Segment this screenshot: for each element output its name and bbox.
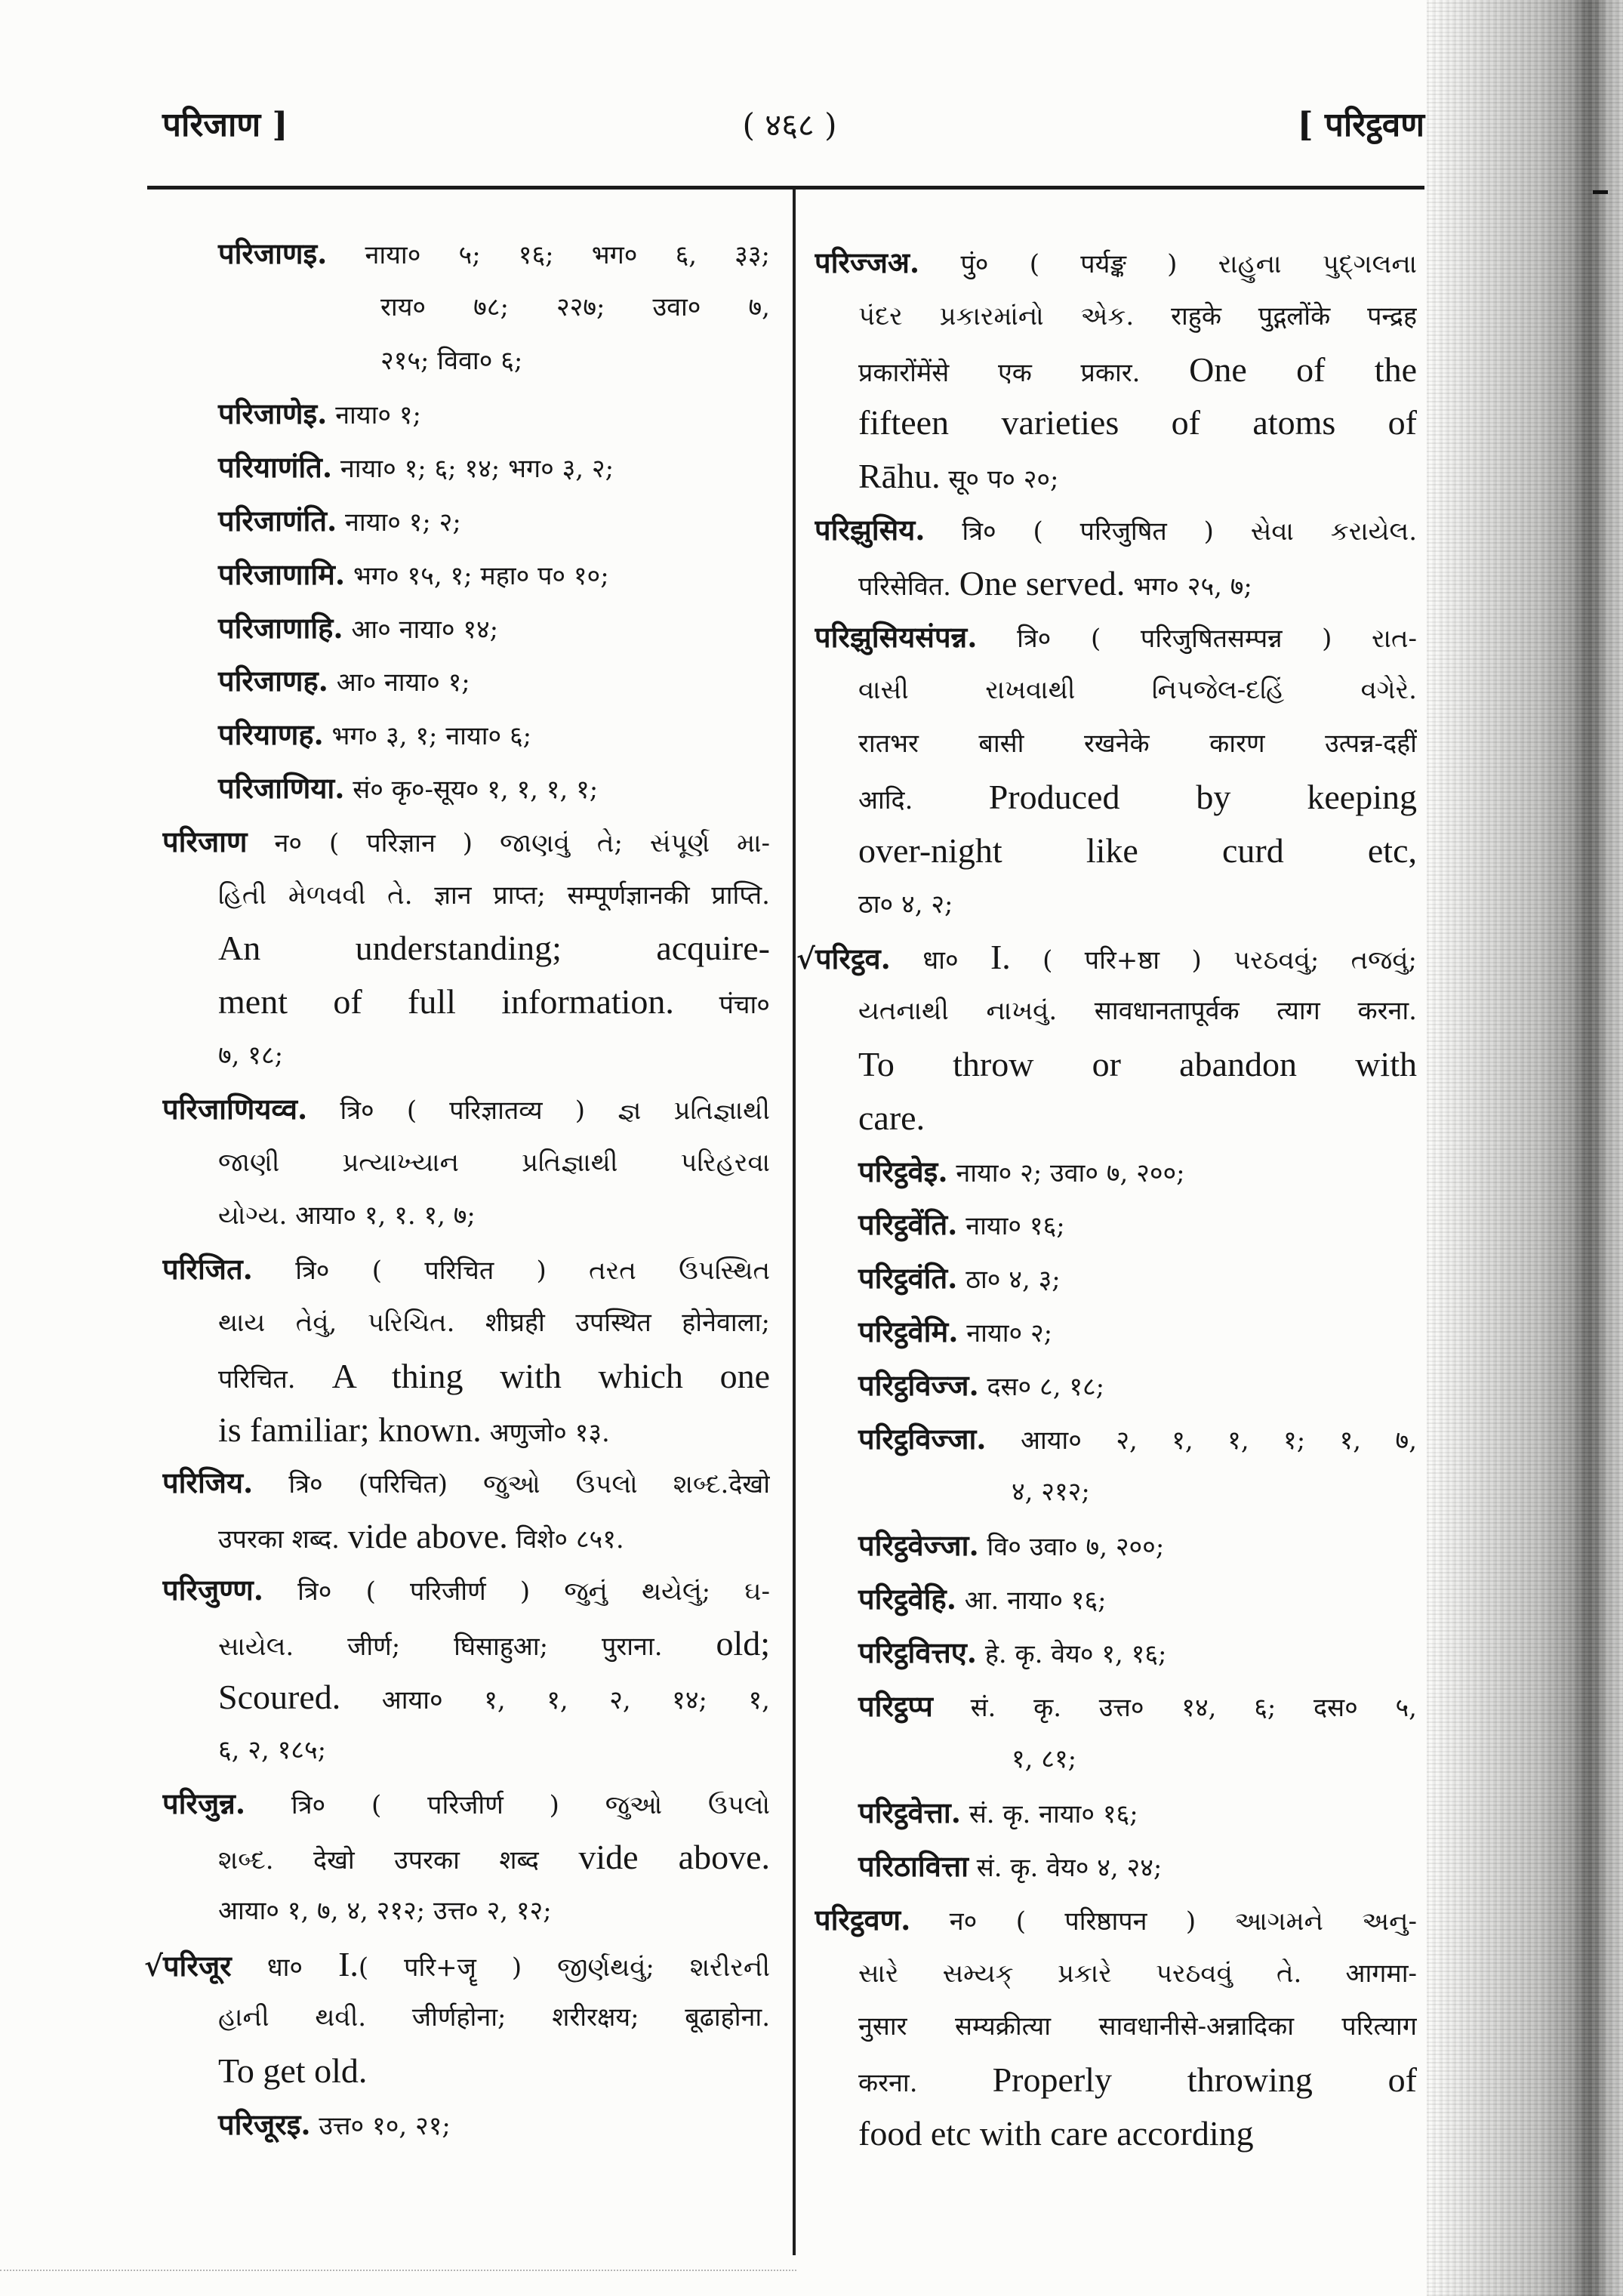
entry-continuation-line <box>162 1724 770 1777</box>
headword: परिझुसियसंपन्न. <box>815 619 978 654</box>
entry-text: उत्त० १०, २१; <box>319 2110 451 2141</box>
dictionary-entry <box>162 1456 770 1564</box>
scan-edge-mark <box>1593 190 1608 194</box>
entry-first-line <box>815 1894 1417 1947</box>
inflected-form-entry <box>162 387 770 441</box>
entry-first-line <box>162 2098 770 2152</box>
inflected-form-entry <box>815 1198 1417 1252</box>
latin-text: I. <box>338 1944 359 1983</box>
inflected-form-entry <box>815 1305 1417 1359</box>
headword: परिजाण <box>162 824 248 858</box>
entry-continuation-line <box>815 717 1417 771</box>
entry-first-line <box>162 441 770 495</box>
dictionary-entry <box>162 1083 770 1243</box>
entry-text <box>858 831 1417 870</box>
entry-first-line <box>162 815 770 869</box>
entry-text: नाया० १६; <box>965 1211 1065 1242</box>
entry-text: યોગ્ય. आया० १, १. १, ७; <box>218 1200 476 1231</box>
headword: परिट्ठविज्जा. <box>858 1421 987 1456</box>
inflected-form-entry <box>162 548 770 602</box>
entry-first-line <box>815 1198 1417 1252</box>
entry-text: યતનાથી નાખવું. सावधानतापूर्वक त्याग करना. <box>858 996 1417 1027</box>
entry-text: Scoured. आया० १, १, २, १४; १, <box>218 1677 770 1716</box>
headword: परिट्ठवित्तए. <box>858 1635 978 1669</box>
latin-text: is familiar; known. <box>218 1410 482 1449</box>
headword: परिट्ठवेज्जा. <box>858 1528 979 1563</box>
entry-text: સાયેલ. जीर्ण; घिसाहुआ; पुराना. old; <box>218 1623 770 1663</box>
entry-text: હિતી મેળવવી તે. ज्ञान प्राप्त; सम्पूर्णज्ञानकी प्राप्ति. <box>218 880 770 911</box>
left-column <box>144 227 770 2152</box>
latin-text: fifteen varieties of atoms of <box>858 403 1417 442</box>
inflected-form-entry <box>815 1145 1417 1199</box>
headword: √परिट्ठव. <box>796 942 891 976</box>
entry-text: हे. कृ. वेय० १, १६; <box>984 1638 1167 1669</box>
entry-text: परिचित. A thing with which one <box>218 1356 770 1395</box>
entry-continuation-line <box>815 664 1417 717</box>
latin-text: Produced by keeping <box>988 777 1417 816</box>
headword: परिजाणह. <box>218 664 328 698</box>
latin-text: To throw or abandon with <box>858 1044 1417 1083</box>
entry-text: त्रि० ( परिजुषित ) સેવા કરાયેલ. <box>962 516 1417 547</box>
inflected-form-entry <box>162 2098 770 2152</box>
entry-first-line <box>815 504 1417 557</box>
dictionary-entry <box>162 815 770 1083</box>
entry-continuation-line <box>815 557 1417 611</box>
headword: परिठावित्ता <box>858 1848 969 1883</box>
entry-text: परिसेवित. One served. भग० २५, ७; <box>858 563 1252 603</box>
running-head-left: परिजाण ] <box>162 106 288 144</box>
inflected-form-entry <box>815 1252 1417 1305</box>
entry-first-line <box>162 708 770 762</box>
entry-first-line <box>162 602 770 655</box>
entry-text: त्रि० ( परिज्ञातव्य ) જ્ઞ પ્રતિજ્ઞાથી <box>340 1095 770 1126</box>
header-rule <box>147 186 1424 190</box>
entry-first-line <box>162 655 770 708</box>
dictionary-entry <box>815 611 1417 932</box>
dictionary-entry <box>796 931 1417 1145</box>
latin-text: vide above. <box>347 1517 508 1556</box>
headword: परियाणंति. <box>218 450 333 485</box>
latin-text: To get old. <box>218 2051 368 2091</box>
entry-continuation-line <box>815 2107 1417 2161</box>
headword: परिट्ठवेहि. <box>858 1581 956 1616</box>
entry-first-line <box>815 1145 1417 1199</box>
entry-text: સારે સમ્યક્ પ્રકારે પરઠવવું તે. आगमा- <box>858 1958 1417 1989</box>
inflected-form-entry <box>162 441 770 495</box>
dictionary-entry <box>162 1243 770 1456</box>
entry-text <box>858 2113 1254 2153</box>
dictionary-entry <box>815 236 1417 504</box>
scan-binding-shadow <box>1427 0 1623 2296</box>
dictionary-entry <box>144 1938 770 2098</box>
entry-text: नुसार सम्यक्रीत्या सावधानीसे-अन्नादिका परित्याग <box>858 2011 1417 2042</box>
entry-text: વાસી રાખવાથી નિપજેલ-દહિં વગેરે. <box>858 675 1417 706</box>
scan-bottom-trace <box>0 2270 796 2271</box>
entry-text: आ० नाया० १४; <box>351 614 499 645</box>
entry-continuation-line <box>815 771 1417 824</box>
latin-text: care. <box>858 1098 925 1137</box>
entry-continuation-line <box>815 824 1417 878</box>
entry-text: आ० नाया० १; <box>336 667 470 698</box>
inflected-form-entry <box>815 1413 1417 1520</box>
headword: परिट्ठवेमि. <box>858 1314 959 1348</box>
entry-text: सं० कृ०-सूय० १, १, १, १; <box>353 774 599 805</box>
entry-text: त्रि० ( परिजुषितसम्पन्न ) રાત- <box>1017 623 1417 654</box>
latin-text: Properly throwing of <box>992 2060 1417 2100</box>
entry-text: ७, १८; <box>218 1040 284 1071</box>
entry-first-line <box>162 762 770 815</box>
entry-text: करना. Properly throwing of <box>858 2060 1417 2100</box>
entry-continuation-line <box>162 1510 770 1564</box>
entry-text: नाया० १; २; <box>345 507 461 538</box>
entry-first-line <box>815 1680 1417 1734</box>
entry-text: is familiar; known. अणुजो० १३. <box>218 1410 610 1449</box>
entry-text: नाया० १; <box>335 400 422 431</box>
latin-text: ment of full information. <box>218 982 674 1022</box>
headword: परिजिय. <box>162 1465 254 1500</box>
entry-continuation-line <box>815 344 1417 397</box>
entry-text: आ. नाया० १६; <box>964 1585 1107 1616</box>
entry-text <box>858 1098 925 1137</box>
latin-text: Scoured. <box>218 1677 341 1716</box>
entry-text: पुं० ( पर्यङ्क ) રાહુના પુદ્‌ગલના <box>960 249 1417 279</box>
latin-text: food etc with care according <box>858 2113 1254 2153</box>
entry-text: नाया० ५; १६; भग० ६, ३३; <box>365 240 770 270</box>
entry-text: Rāhu. सू० प० २०; <box>858 457 1059 496</box>
entry-text: त्रि० (परिचित) જુઓ ઉપલો શબ્દ.देखो <box>288 1469 770 1500</box>
headword: परिट्ठप्प <box>858 1688 933 1723</box>
latin-text: over-night like curd etc, <box>858 831 1417 870</box>
latin-text: An understanding; acquire- <box>218 929 770 968</box>
inflected-form-entry <box>815 1786 1417 1840</box>
right-column <box>796 236 1417 2161</box>
entry-first-line <box>815 236 1417 290</box>
entry-text: થાય તેવું, પરિચિત. शीघ्रही उपस्थित होनेवाला; <box>218 1307 770 1338</box>
entry-text: त्रि० ( परिजीर्ण ) જુનું થયેલું; ઘ- <box>297 1576 770 1607</box>
headword: परिजाणइ. <box>218 236 328 270</box>
entry-first-line <box>144 1938 770 1992</box>
headword: परिजूरइ. <box>218 2106 311 2141</box>
headword: परिजाणिया. <box>218 770 345 805</box>
headword: परिट्ठवण. <box>815 1902 911 1937</box>
entry-continuation-line <box>162 2045 770 2098</box>
entry-text <box>858 403 1417 442</box>
entry-text: भग० १५, १; महा० प० १०; <box>353 560 609 591</box>
entry-text: आदि. Produced by keeping <box>858 777 1417 816</box>
headword: परिजाणंति. <box>218 503 337 538</box>
inflected-form-entry <box>162 762 770 815</box>
entry-continuation-line <box>815 1092 1417 1145</box>
entry-text: नाया० २; उवा० ७, २००; <box>956 1157 1185 1188</box>
entry-continuation-line <box>815 1038 1417 1092</box>
entry-first-line <box>815 1786 1417 1840</box>
inflected-form-entry <box>162 708 770 762</box>
inflected-form-entry <box>815 1840 1417 1894</box>
dictionary-entry <box>815 1894 1417 2161</box>
entry-text: પંદર પ્રકારમાંનો એક. राहुके पुद्गलोंके पन्द्रह <box>858 300 1417 331</box>
entry-text: धा० I. ( परि+ष्ठा ) પરઠવવું; તજવું; <box>922 938 1417 977</box>
entry-continuation-line <box>815 1465 1417 1519</box>
entry-text: सं. कृ. उत्त० १४, ६; दस० ५, <box>970 1692 1417 1723</box>
headword: परिट्ठवेत्ता. <box>858 1795 962 1830</box>
entry-first-line <box>815 1840 1417 1894</box>
entry-continuation-line <box>162 1404 770 1457</box>
entry-text: त्रि० ( परिजीर्ण ) જુઓ ઉપલો <box>291 1790 770 1821</box>
dictionary-entry <box>162 1777 770 1937</box>
entry-text: હાની થવી. जीर्णहोना; शरीरक्षय; बूढाहोना. <box>218 2002 770 2033</box>
entry-text: न० ( परिष्ठापन ) આગમને અનુ- <box>949 1906 1417 1937</box>
entry-text <box>858 1044 1417 1083</box>
entry-first-line <box>162 1456 770 1510</box>
latin-text: One served. <box>959 563 1126 603</box>
latin-text: vide above. <box>578 1837 770 1876</box>
entry-continuation-line <box>815 290 1417 344</box>
headword: परियाणह. <box>218 717 324 752</box>
entry-continuation-line <box>162 869 770 923</box>
entry-continuation-line <box>162 922 770 975</box>
entry-text: वि० उवा० ७, २००; <box>987 1532 1165 1563</box>
inflected-form-entry <box>162 602 770 655</box>
entry-text: શબ્દ. देखो उपरका शब्द vide above. <box>218 1837 770 1876</box>
entry-first-line <box>815 1519 1417 1573</box>
running-head-right: [ परिट्ठवण <box>1297 106 1424 144</box>
page-number: ( ४६८ ) <box>742 106 837 143</box>
entry-text: ६, २, १८५; <box>218 1735 327 1766</box>
entry-continuation-line <box>162 1617 770 1671</box>
latin-text: old; <box>716 1623 770 1663</box>
entry-text: नाया० १; ६; १४; भग० ३, २; <box>340 454 614 485</box>
inflected-form-entry <box>815 1359 1417 1413</box>
latin-text: I. <box>990 938 1011 977</box>
entry-text <box>218 929 770 968</box>
column-divider <box>793 189 796 2255</box>
entry-text: आया० १, ७, ४, २१२; उत्त० २, १२; <box>218 1895 552 1926</box>
inflected-form-entry <box>815 1519 1417 1573</box>
entry-text: सं. कृ. वेय० ४, २४; <box>976 1852 1163 1883</box>
entry-text: त्रि० ( परिचित ) તરત ઉપસ્થિત <box>295 1256 770 1287</box>
entry-first-line <box>815 1252 1417 1305</box>
headword: परिजाणेइ. <box>218 396 328 431</box>
entry-continuation-line <box>162 1831 770 1885</box>
entry-continuation-line <box>162 334 770 388</box>
entry-first-line <box>815 1359 1417 1413</box>
entry-first-line <box>815 611 1417 664</box>
entry-continuation-line <box>815 985 1417 1038</box>
entry-text: ment of full information. पंचा० <box>218 982 770 1022</box>
entry-continuation-line <box>162 1189 770 1243</box>
entry-text: ठा० ४, ३; <box>965 1265 1061 1296</box>
inflected-form-entry <box>815 1626 1417 1680</box>
headword: परिट्ठविज्ज. <box>858 1367 979 1402</box>
entry-first-line <box>815 1626 1417 1680</box>
entry-text: राय० ७८; २२७; उवा० ७, <box>380 291 770 322</box>
entry-first-line <box>162 1243 770 1296</box>
entry-text: धा० I.( परि+जॄ ) જીર્ણથવું; શરીરની <box>266 1944 770 1983</box>
headword: परिजुण्ण. <box>162 1572 263 1607</box>
entry-text: ४, २१२; <box>1012 1477 1090 1508</box>
headword: परिजित. <box>162 1252 253 1287</box>
entry-text: ठा० ४, २; <box>858 889 953 920</box>
entry-continuation-line <box>815 396 1417 450</box>
entry-first-line <box>815 1413 1417 1466</box>
dictionary-entry <box>162 1564 770 1777</box>
latin-text: One of the <box>1189 350 1417 389</box>
entry-text: नाया० २; <box>966 1318 1053 1348</box>
entry-continuation-line <box>815 878 1417 932</box>
entry-continuation-line <box>162 281 770 334</box>
entry-continuation-line <box>162 1991 770 2045</box>
entry-continuation-line <box>815 1733 1417 1786</box>
headword: परिजाणामि. <box>218 556 346 591</box>
entry-continuation-line <box>162 1136 770 1190</box>
entry-text: सं. कृ. नाया० १६; <box>969 1799 1138 1830</box>
entry-first-line <box>162 548 770 602</box>
entry-first-line <box>815 1573 1417 1626</box>
headword: परिजाणाहि. <box>218 610 343 645</box>
entry-text: જાણી પ્રત્યાખ્યાન પ્રતિજ્ઞાથી પરિહરવા <box>218 1147 770 1178</box>
entry-text: दस० ८, १८; <box>987 1371 1105 1402</box>
headword: परिज्जअ. <box>815 245 920 279</box>
inflected-form-entry <box>162 227 770 387</box>
entry-first-line <box>162 1777 770 1831</box>
entry-continuation-line <box>162 1350 770 1404</box>
dictionary-entry <box>815 504 1417 611</box>
entry-first-line <box>796 931 1417 985</box>
entry-continuation-line <box>162 1885 770 1938</box>
inflected-form-entry <box>162 495 770 548</box>
entry-continuation-line <box>815 2054 1417 2107</box>
headword: परिट्ठवंति. <box>858 1261 958 1296</box>
entry-text: भग० ३, १; नाया० ६; <box>331 721 532 752</box>
latin-text: A thing with which one <box>331 1356 770 1395</box>
entry-first-line <box>162 1564 770 1617</box>
entry-continuation-line <box>162 1296 770 1350</box>
headword: परिजाणियव्व. <box>162 1091 308 1126</box>
entry-continuation-line <box>162 1029 770 1083</box>
entry-text: प्रकारोंमेंसे एक प्रकार. One of the <box>858 350 1417 389</box>
entry-continuation-line <box>815 1947 1417 2001</box>
entry-first-line <box>162 387 770 441</box>
entry-text: रातभर बासी रखनेके कारण उत्पन्न-दहीं <box>858 729 1417 760</box>
latin-text: Rāhu. <box>858 457 941 496</box>
inflected-form-entry <box>815 1680 1417 1787</box>
headword: √परिजूर <box>144 1948 232 1983</box>
headword: परिट्ठवेंति. <box>858 1207 958 1242</box>
headword: परिजुन्न. <box>162 1786 246 1821</box>
inflected-form-entry <box>162 655 770 708</box>
entry-continuation-line <box>162 1671 770 1724</box>
entry-first-line <box>815 1305 1417 1359</box>
entry-first-line <box>162 1083 770 1136</box>
headword: परिझुसिय. <box>815 512 925 547</box>
entry-text: उपरका शब्द. vide above. विशे० ८५१. <box>218 1517 624 1556</box>
entry-text: न० ( परिज्ञान ) જાણવું તે; સંપૂર્ણ મા- <box>274 827 770 858</box>
entry-continuation-line <box>815 450 1417 504</box>
entry-first-line <box>162 495 770 548</box>
entry-text: २१५; विवा० ६; <box>380 345 523 376</box>
entry-text <box>218 2051 368 2091</box>
entry-text: १, ८१; <box>1012 1744 1077 1775</box>
headword: परिट्ठवेइ. <box>858 1154 948 1188</box>
entry-continuation-line <box>162 975 770 1029</box>
entry-first-line <box>162 227 770 281</box>
entry-continuation-line <box>815 2000 1417 2054</box>
inflected-form-entry <box>815 1573 1417 1626</box>
entry-text: आया० २, १, १, १; १, ७, <box>1020 1425 1417 1456</box>
